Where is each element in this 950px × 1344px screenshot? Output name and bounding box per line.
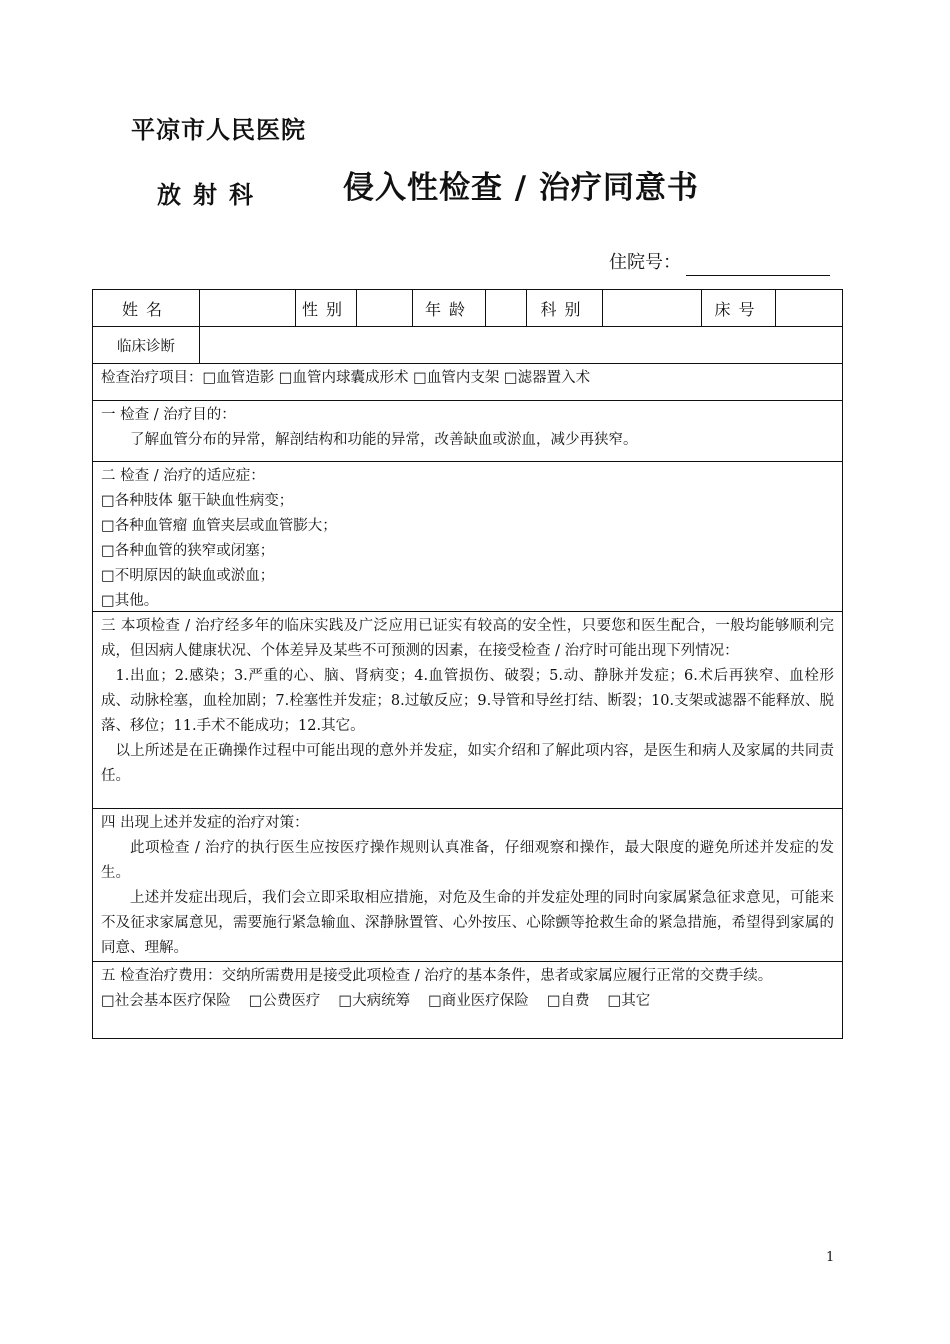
gender-field[interactable]: [356, 290, 412, 326]
countermeasures-p2: 上述并发症出现后，我们会立即采取相应措施，对危及生命的并发症处理的同时向家属紧急征求意见，可能来不及征求家属意见，需要施行紧急输血、深静脉置管、心外按压、心除颤等抢救生命的紧急措施，希望得到家属的同意、理解。: [101, 890, 834, 956]
name-label: 姓名: [121, 299, 170, 319]
diagnosis-field[interactable]: [199, 327, 842, 363]
payment-option-other[interactable]: □其它: [607, 993, 651, 1009]
payment-option-social-insurance[interactable]: □社会基本医疗保险: [101, 993, 231, 1009]
name-field[interactable]: [199, 290, 295, 326]
dept-label: 科别: [540, 299, 589, 319]
dept-field[interactable]: [602, 290, 701, 326]
risks-responsibility: 以上所述是在正确操作过程中可能出现的意外并发症，如实介绍和了解此项内容，是医生和病人及家属的共同责任。: [101, 743, 834, 784]
payment-options: [101, 989, 834, 1014]
age-label-cell: [412, 290, 485, 326]
section-countermeasures: [93, 808, 842, 961]
age-field[interactable]: [485, 290, 526, 326]
name-label-cell: [93, 290, 199, 326]
dept-label-cell: [526, 290, 602, 326]
bed-field[interactable]: [775, 290, 842, 326]
payment-option-public[interactable]: □公费医疗: [248, 993, 321, 1009]
bed-label-cell: [701, 290, 775, 326]
countermeasures-p1: 此项检查 / 治疗的执行医生应按医疗操作规则认真准备，仔细观察和操作，最大限度的避免所述并发症的发生。: [101, 840, 834, 881]
section-indications: [93, 461, 842, 611]
payment-option-self-pay[interactable]: □自费: [546, 993, 590, 1009]
items-text: 检查治疗项目：□血管造影 □血管内球囊成形术 □血管内支架 □滤器置入术: [101, 370, 591, 386]
bed-label: 床号: [714, 299, 763, 319]
page-number: 1: [826, 1250, 835, 1265]
indication-item: □其他。: [101, 593, 159, 609]
section-purpose: [93, 400, 842, 461]
indication-item: □各种血管瘤 血管夹层或血管膨大；: [101, 518, 337, 534]
diagnosis-label: 临床诊断: [117, 338, 175, 355]
indication-item: □各种血管的狭窄或闭塞；: [101, 543, 275, 559]
gender-label-cell: [295, 290, 356, 326]
department-name: 放射科: [157, 181, 265, 209]
admission-number-label: 住院号：: [609, 252, 681, 273]
risks-intro: 三 本项检查 / 治疗经多年的临床实践及广泛应用已证实有较高的安全性，只要您和医生配合，一般均能够顺利完成，但因病人健康状况、个体差异及某些不可预测的因素，在接受检查 / 治疗时可能出现下列情况：: [101, 618, 834, 659]
purpose-text: 了解血管分布的异常，解剖结构和功能的异常，改善缺血或淤血，减少再狭窄。: [130, 432, 638, 448]
fees-text: 五 检查治疗费用：交纳所需费用是接受此项检查 / 治疗的基本条件，患者或家属应履行正常的交费手续。: [101, 968, 773, 984]
age-label: 年龄: [424, 299, 473, 319]
indication-item: □各种肢体 躯干缺血性病变；: [101, 493, 294, 509]
admission-number-field[interactable]: [686, 275, 830, 276]
items-row: [93, 363, 842, 400]
hospital-name: 平凉市人民医院: [131, 116, 306, 144]
diagnosis-row: [93, 326, 842, 363]
purpose-title: 一 检查 / 治疗目的：: [101, 407, 236, 423]
patient-info-row: [93, 290, 842, 326]
document-title: 侵入性检查 / 治疗同意书: [343, 170, 699, 206]
indication-item: □不明原因的缺血或淤血；: [101, 568, 275, 584]
consent-form-table: [92, 289, 843, 1039]
payment-option-commercial[interactable]: □商业医疗保险: [428, 993, 529, 1009]
section-risks: [93, 611, 842, 808]
indications-title: 二 检查 / 治疗的适应症：: [101, 468, 265, 484]
countermeasures-title: 四 出现上述并发症的治疗对策：: [101, 815, 309, 831]
payment-option-major-illness[interactable]: □大病统筹: [338, 993, 411, 1009]
risks-list: 1.出血；2.感染；3.严重的心、脑、肾病变；4.血管损伤、破裂；5.动、静脉并发症；6.术后再狭窄、血栓形成、动脉栓塞，血栓加剧；7.栓塞性并发症；8.过敏反应；9.导管和导丝打结、断裂；10.支架或滤器不能释放、脱落、移位；11.手术不能成功；12.其它。: [101, 668, 834, 734]
gender-label: 性别: [301, 299, 350, 319]
section-fees: [93, 961, 842, 1038]
